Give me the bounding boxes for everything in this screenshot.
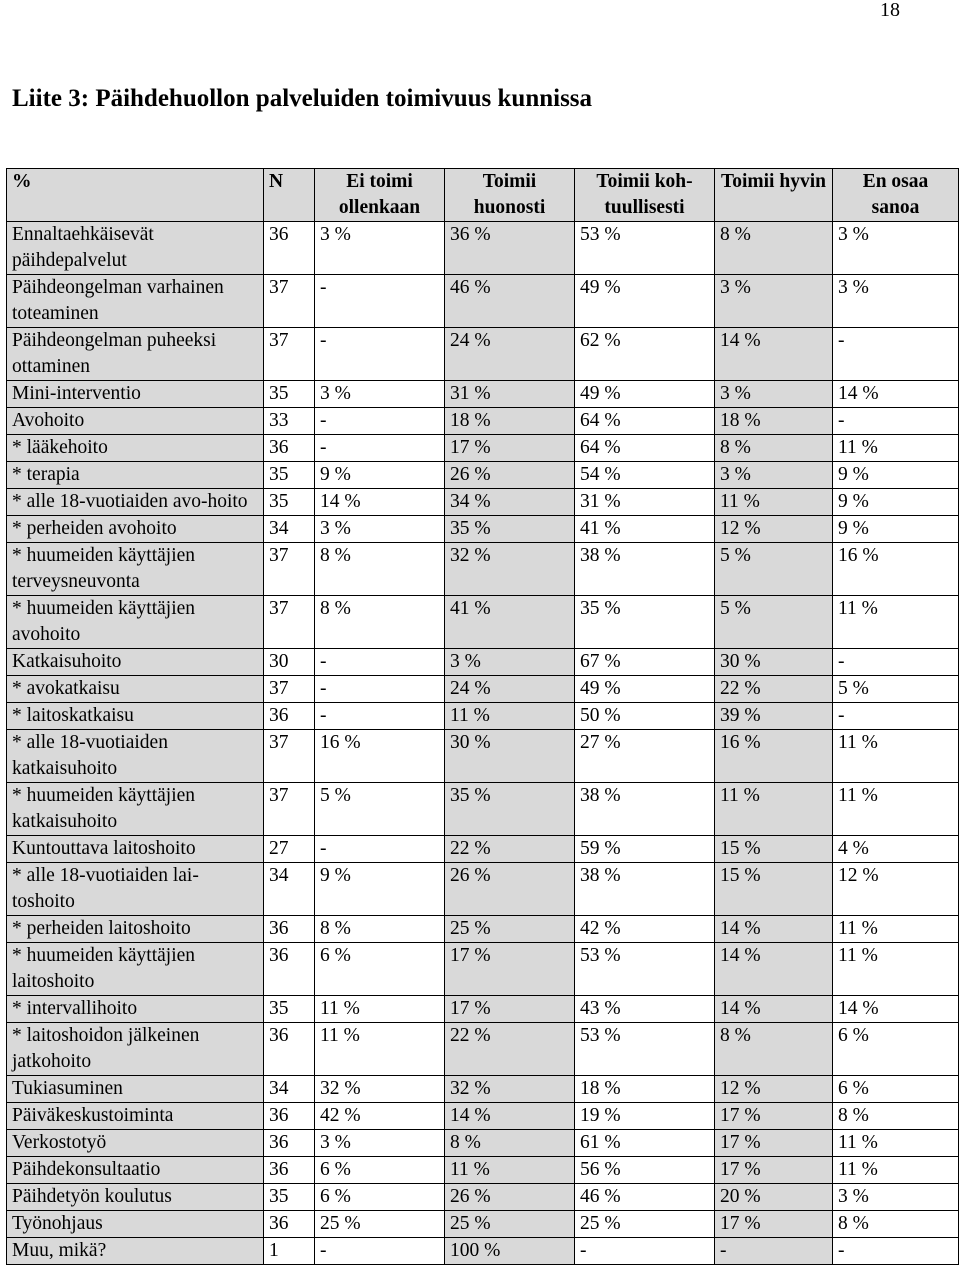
- column-header: N: [264, 169, 315, 222]
- table-cell: 15 %: [715, 836, 833, 863]
- table-cell: -: [315, 275, 445, 328]
- table-cell: 46 %: [575, 1184, 715, 1211]
- row-label: Verkostotyö: [7, 1130, 264, 1157]
- table-cell: 56 %: [575, 1157, 715, 1184]
- page-title: Liite 3: Päihdehuollon palveluiden toimivuus kunnissa: [12, 85, 593, 112]
- table-cell: 11 %: [315, 996, 445, 1023]
- results-table: [6, 168, 959, 1265]
- table-cell: 38 %: [575, 863, 715, 916]
- table-cell: 30 %: [715, 649, 833, 676]
- table-cell: 8 %: [445, 1130, 575, 1157]
- table-cell: 22 %: [445, 836, 575, 863]
- row-label: Kuntouttava laitoshoito: [7, 836, 264, 863]
- table-cell: 11 %: [715, 783, 833, 836]
- table-cell: 49 %: [575, 275, 715, 328]
- row-label: Työnohjaus: [7, 1211, 264, 1238]
- table-cell: 49 %: [575, 676, 715, 703]
- table-row: [7, 516, 959, 543]
- row-label: Muu, mikä?: [7, 1238, 264, 1265]
- table-cell: 53 %: [575, 943, 715, 996]
- table-cell: 36 %: [445, 222, 575, 275]
- table-cell: 3 %: [715, 462, 833, 489]
- table-row: [7, 1103, 959, 1130]
- table-cell: -: [833, 703, 959, 730]
- table-cell: 41 %: [575, 516, 715, 543]
- table-row: [7, 863, 959, 916]
- table-row: [7, 596, 959, 649]
- table-cell: 61 %: [575, 1130, 715, 1157]
- row-label: * perheiden laitoshoito: [7, 916, 264, 943]
- table-cell: 11 %: [715, 489, 833, 516]
- table-cell: 11 %: [833, 783, 959, 836]
- table-cell: 53 %: [575, 1023, 715, 1076]
- row-label: * lääkehoito: [7, 435, 264, 462]
- table-cell: -: [315, 703, 445, 730]
- row-label: * huumeiden käyttäjien laitoshoito: [7, 943, 264, 996]
- table-cell: 64 %: [575, 408, 715, 435]
- table-cell: 35: [264, 996, 315, 1023]
- table-cell: 18 %: [575, 1076, 715, 1103]
- table-row: [7, 408, 959, 435]
- table-cell: 54 %: [575, 462, 715, 489]
- table-cell: 25 %: [445, 1211, 575, 1238]
- table-cell: -: [315, 328, 445, 381]
- table-cell: 50 %: [575, 703, 715, 730]
- table-cell: -: [833, 328, 959, 381]
- table-cell: 32 %: [445, 543, 575, 596]
- table-cell: 12 %: [715, 516, 833, 543]
- table-cell: 5 %: [315, 783, 445, 836]
- table-cell: 22 %: [715, 676, 833, 703]
- table-cell: 35: [264, 1184, 315, 1211]
- row-label: Päiväkeskustoiminta: [7, 1103, 264, 1130]
- column-header: Toimii koh-tuullisesti: [575, 169, 715, 222]
- table-cell: 5 %: [833, 676, 959, 703]
- table-cell: 8 %: [715, 222, 833, 275]
- row-label: Päihdeongelman puheeksi ottaminen: [7, 328, 264, 381]
- table-cell: 42 %: [315, 1103, 445, 1130]
- table-cell: 32 %: [445, 1076, 575, 1103]
- table-row: [7, 996, 959, 1023]
- row-label: * perheiden avohoito: [7, 516, 264, 543]
- row-label: Tukiasuminen: [7, 1076, 264, 1103]
- table-cell: 9 %: [833, 489, 959, 516]
- table-cell: 3 %: [833, 1184, 959, 1211]
- table-cell: 11 %: [445, 703, 575, 730]
- table-cell: 8 %: [315, 596, 445, 649]
- table-cell: 9 %: [833, 462, 959, 489]
- table-cell: 8 %: [315, 916, 445, 943]
- table-row: [7, 1076, 959, 1103]
- table-cell: 5 %: [715, 543, 833, 596]
- table-cell: 24 %: [445, 676, 575, 703]
- table-cell: 36: [264, 943, 315, 996]
- table-cell: -: [315, 649, 445, 676]
- table-cell: 8 %: [833, 1211, 959, 1238]
- table-cell: 37: [264, 275, 315, 328]
- table-cell: 62 %: [575, 328, 715, 381]
- table-cell: 17 %: [715, 1130, 833, 1157]
- table-cell: 3 %: [833, 275, 959, 328]
- table-cell: 27: [264, 836, 315, 863]
- table-cell: 42 %: [575, 916, 715, 943]
- row-label: * alle 18-vuotiaiden katkaisuhoito: [7, 730, 264, 783]
- table-cell: 26 %: [445, 1184, 575, 1211]
- table-cell: 11 %: [833, 435, 959, 462]
- table-cell: 36: [264, 1023, 315, 1076]
- table-cell: 3 %: [715, 275, 833, 328]
- table-cell: 11 %: [833, 596, 959, 649]
- table-cell: 27 %: [575, 730, 715, 783]
- table-cell: 36: [264, 1103, 315, 1130]
- table-row: [7, 543, 959, 596]
- table-cell: 3 %: [315, 1130, 445, 1157]
- table-cell: 11 %: [833, 1157, 959, 1184]
- row-label: * alle 18-vuotiaiden avo-hoito: [7, 489, 264, 516]
- row-label: Päihdekonsultaatio: [7, 1157, 264, 1184]
- table-cell: 8 %: [715, 1023, 833, 1076]
- row-label: * huumeiden käyttäjien terveysneuvonta: [7, 543, 264, 596]
- table-row: [7, 435, 959, 462]
- table-cell: 16 %: [833, 543, 959, 596]
- page-number: 18: [880, 0, 900, 21]
- table-cell: 9 %: [315, 863, 445, 916]
- table-cell: 67 %: [575, 649, 715, 676]
- table-cell: -: [315, 1238, 445, 1265]
- table-cell: 25 %: [445, 916, 575, 943]
- table-cell: 35: [264, 489, 315, 516]
- table-cell: 34: [264, 516, 315, 543]
- table-row: [7, 1130, 959, 1157]
- table-cell: 35: [264, 462, 315, 489]
- row-label: Avohoito: [7, 408, 264, 435]
- table-cell: 20 %: [715, 1184, 833, 1211]
- column-header: %: [7, 169, 264, 222]
- table-cell: 17 %: [715, 1211, 833, 1238]
- table-cell: 17 %: [715, 1157, 833, 1184]
- table-cell: 17 %: [445, 435, 575, 462]
- row-label: Mini-interventio: [7, 381, 264, 408]
- table-cell: 34 %: [445, 489, 575, 516]
- table-cell: 38 %: [575, 543, 715, 596]
- table-row: [7, 462, 959, 489]
- table-cell: 11 %: [833, 730, 959, 783]
- table-cell: 35 %: [445, 516, 575, 543]
- table-cell: 8 %: [833, 1103, 959, 1130]
- table-cell: 37: [264, 328, 315, 381]
- table-cell: 1: [264, 1238, 315, 1265]
- table-cell: 37: [264, 676, 315, 703]
- table-cell: -: [315, 435, 445, 462]
- table-cell: 37: [264, 596, 315, 649]
- row-label: * laitoskatkaisu: [7, 703, 264, 730]
- table-cell: 17 %: [445, 996, 575, 1023]
- row-label: * laitoshoidon jälkeinen jatkohoito: [7, 1023, 264, 1076]
- table-row: [7, 1184, 959, 1211]
- table-cell: -: [315, 836, 445, 863]
- table-cell: 36: [264, 703, 315, 730]
- table-cell: 8 %: [315, 543, 445, 596]
- table-cell: 36: [264, 1157, 315, 1184]
- row-label: Katkaisuhoito: [7, 649, 264, 676]
- table-cell: 49 %: [575, 381, 715, 408]
- table-cell: 36: [264, 435, 315, 462]
- table-row: [7, 943, 959, 996]
- table-cell: 12 %: [833, 863, 959, 916]
- table-cell: -: [315, 408, 445, 435]
- table-row: [7, 703, 959, 730]
- table-cell: 6 %: [315, 943, 445, 996]
- table-cell: 16 %: [315, 730, 445, 783]
- row-label: * terapia: [7, 462, 264, 489]
- table-row: [7, 836, 959, 863]
- table-cell: 30: [264, 649, 315, 676]
- table-row: [7, 1211, 959, 1238]
- table-cell: 36: [264, 916, 315, 943]
- column-header: En osaa sanoa: [833, 169, 959, 222]
- table-body: [7, 222, 959, 1265]
- table-cell: 17 %: [445, 943, 575, 996]
- table-cell: 12 %: [715, 1076, 833, 1103]
- table-row: [7, 222, 959, 275]
- table-row: [7, 676, 959, 703]
- table-cell: -: [575, 1238, 715, 1265]
- table-cell: 36: [264, 1211, 315, 1238]
- table-cell: 11 %: [833, 943, 959, 996]
- table-cell: 35 %: [445, 783, 575, 836]
- table-cell: 6 %: [315, 1184, 445, 1211]
- table-cell: 17 %: [715, 1103, 833, 1130]
- table-cell: 14 %: [715, 996, 833, 1023]
- table-cell: 37: [264, 730, 315, 783]
- table-row: [7, 275, 959, 328]
- table-cell: 22 %: [445, 1023, 575, 1076]
- table-cell: 3 %: [833, 222, 959, 275]
- row-label: * intervallihoito: [7, 996, 264, 1023]
- table-cell: 100 %: [445, 1238, 575, 1265]
- table-cell: 14 %: [715, 916, 833, 943]
- table-row: [7, 1023, 959, 1076]
- table-cell: 35: [264, 381, 315, 408]
- table-cell: 3 %: [715, 381, 833, 408]
- row-label: * alle 18-vuotiaiden lai-toshoito: [7, 863, 264, 916]
- table-cell: 59 %: [575, 836, 715, 863]
- table-cell: 6 %: [315, 1157, 445, 1184]
- row-label: * huumeiden käyttäjien avohoito: [7, 596, 264, 649]
- table-cell: 34: [264, 863, 315, 916]
- table-cell: -: [833, 649, 959, 676]
- table-cell: 43 %: [575, 996, 715, 1023]
- table-cell: 8 %: [715, 435, 833, 462]
- table-cell: -: [315, 676, 445, 703]
- column-header: Toimii huonosti: [445, 169, 575, 222]
- table-cell: 15 %: [715, 863, 833, 916]
- table-cell: 3 %: [315, 516, 445, 543]
- table-cell: 33: [264, 408, 315, 435]
- table-row: [7, 783, 959, 836]
- table-cell: -: [715, 1238, 833, 1265]
- table-cell: 4 %: [833, 836, 959, 863]
- table-cell: -: [833, 1238, 959, 1265]
- table-cell: 36: [264, 222, 315, 275]
- table-cell: 14 %: [715, 943, 833, 996]
- column-header: Ei toimi ollenkaan: [315, 169, 445, 222]
- table-cell: 19 %: [575, 1103, 715, 1130]
- header-row: [7, 169, 959, 222]
- table-cell: 9 %: [833, 516, 959, 543]
- table-cell: 37: [264, 783, 315, 836]
- table-cell: 6 %: [833, 1076, 959, 1103]
- table-cell: 64 %: [575, 435, 715, 462]
- table-cell: 14 %: [315, 489, 445, 516]
- table-cell: -: [833, 408, 959, 435]
- table-cell: 11 %: [445, 1157, 575, 1184]
- table-cell: 36: [264, 1130, 315, 1157]
- table-cell: 39 %: [715, 703, 833, 730]
- table-cell: 25 %: [315, 1211, 445, 1238]
- table-cell: 26 %: [445, 863, 575, 916]
- row-label: Ennaltaehkäisevät päihdepalvelut: [7, 222, 264, 275]
- table-row: [7, 916, 959, 943]
- table-row: [7, 730, 959, 783]
- row-label: Päihdetyön koulutus: [7, 1184, 264, 1211]
- table-cell: 53 %: [575, 222, 715, 275]
- table-row: [7, 649, 959, 676]
- table-cell: 3 %: [445, 649, 575, 676]
- table-cell: 38 %: [575, 783, 715, 836]
- table-cell: 14 %: [715, 328, 833, 381]
- table-row: [7, 1238, 959, 1265]
- table-cell: 35 %: [575, 596, 715, 649]
- table-cell: 41 %: [445, 596, 575, 649]
- table-row: [7, 328, 959, 381]
- table-cell: 26 %: [445, 462, 575, 489]
- table-cell: 24 %: [445, 328, 575, 381]
- table-cell: 11 %: [833, 1130, 959, 1157]
- table-cell: 37: [264, 543, 315, 596]
- row-label: Päihdeongelman varhainen toteaminen: [7, 275, 264, 328]
- table-cell: 18 %: [715, 408, 833, 435]
- table-cell: 34: [264, 1076, 315, 1103]
- row-label: * avokatkaisu: [7, 676, 264, 703]
- table-row: [7, 489, 959, 516]
- table-cell: 9 %: [315, 462, 445, 489]
- table-cell: 30 %: [445, 730, 575, 783]
- table-cell: 31 %: [445, 381, 575, 408]
- table-cell: 32 %: [315, 1076, 445, 1103]
- row-label: * huumeiden käyttäjien katkaisuhoito: [7, 783, 264, 836]
- table-cell: 5 %: [715, 596, 833, 649]
- table-cell: 3 %: [315, 222, 445, 275]
- table-cell: 3 %: [315, 381, 445, 408]
- table-cell: 31 %: [575, 489, 715, 516]
- table-cell: 18 %: [445, 408, 575, 435]
- table-cell: 11 %: [315, 1023, 445, 1076]
- table-cell: 11 %: [833, 916, 959, 943]
- column-header: Toimii hyvin: [715, 169, 833, 222]
- table-cell: 16 %: [715, 730, 833, 783]
- table-row: [7, 381, 959, 408]
- table-cell: 14 %: [833, 996, 959, 1023]
- table-cell: 14 %: [445, 1103, 575, 1130]
- table-cell: 14 %: [833, 381, 959, 408]
- table-cell: 6 %: [833, 1023, 959, 1076]
- table-row: [7, 1157, 959, 1184]
- table-cell: 25 %: [575, 1211, 715, 1238]
- table-cell: 46 %: [445, 275, 575, 328]
